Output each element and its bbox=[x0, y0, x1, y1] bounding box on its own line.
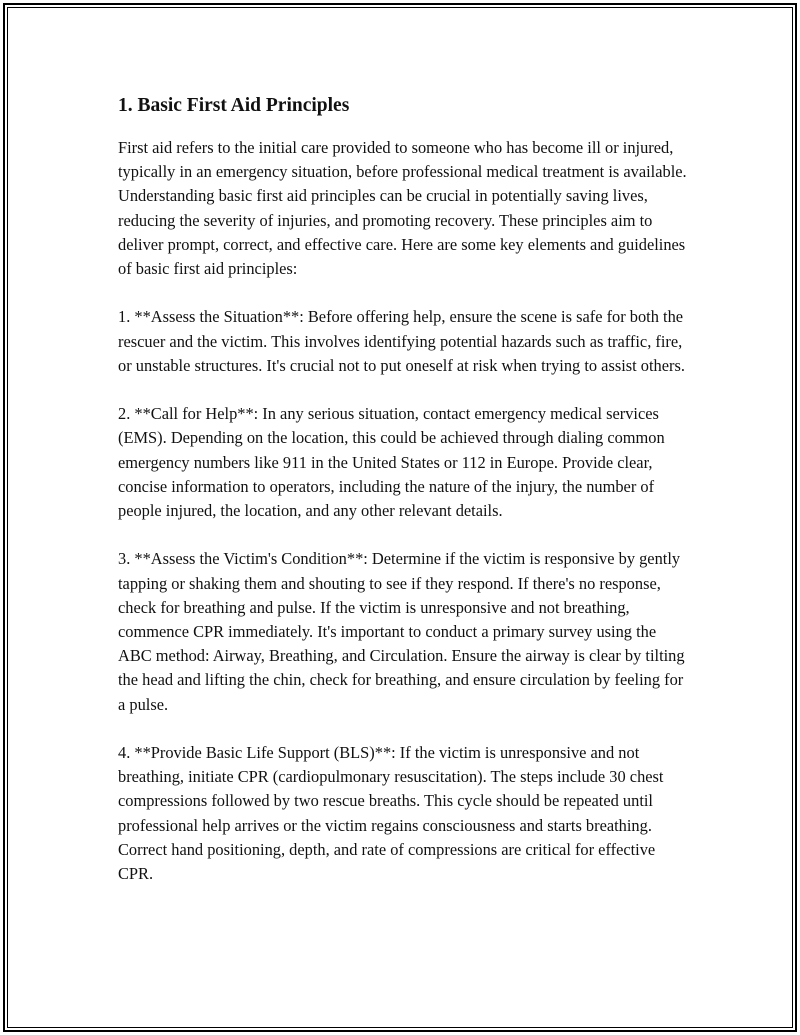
assess-situation-paragraph: 1. **Assess the Situation**: Before offering help, ensure the scene is safe for both the rescuer and the victim. This involves identifying potential hazards such as traffic, fire, or unstable structures. It's crucial not to put oneself at risk when trying to assist others. bbox=[118, 307, 685, 375]
intro-paragraph: First aid refers to the initial care provided to someone who has become ill or injured, typically in an emergency situation, before professional medical treatment is available. Understanding basic first aid principles can be crucial in potentially saving lives, reducing the severity of injuries, and promoting recovery. These principles aim to deliver prompt, correct, and effective care. Here are some key elements and guidelines of basic first aid principles: bbox=[118, 138, 687, 279]
call-for-help-paragraph: 2. **Call for Help**: In any serious situation, contact emergency medical services (EMS). Depending on the location, this could be achieved through dialing common emergency numbers like 911 in the United States or 112 in Europe. Provide clear, concise information to operators, including the nature of the injury, the number of people injured, the location, and any other relevant details. bbox=[118, 404, 665, 521]
section-title: 1. Basic First Aid Principles bbox=[118, 95, 350, 116]
document-body bbox=[118, 92, 688, 910]
assess-victim-paragraph: 3. **Assess the Victim's Condition**: Determine if the victim is responsive by gently tapping or shaking them and shouting to see if they respond. If there's no response, check for breathing and pulse. If the victim is unresponsive and not breathing, commence CPR immediately. It's important to conduct a primary survey using the ABC method: Airway, Breathing, and Circulation. Ensure the airway is clear by tilting the head and lifting the chin, check for breathing, and ensure circulation by feeling for a pulse. bbox=[118, 549, 685, 714]
basic-life-support-paragraph: 4. **Provide Basic Life Support (BLS)**: If the victim is unresponsive and not breathing, initiate CPR (cardiopulmonary resuscitation). The steps include 30 chest compressions followed by two rescue breaths. This cycle should be repeated until professional help arrives or the victim regains consciousness and starts breathing. Correct hand positioning, depth, and rate of compressions are critical for effective CPR. bbox=[118, 743, 664, 884]
